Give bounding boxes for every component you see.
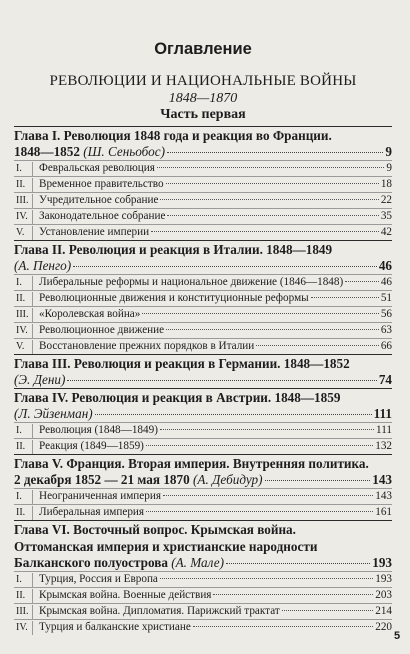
chapter-entry[interactable] [14,258,392,274]
section-entry[interactable] [14,192,392,208]
page-number: 5 [394,630,401,642]
section-entry[interactable] [14,571,392,587]
dot-leader [213,594,373,595]
section-entry[interactable] [14,438,392,454]
chapter-entry[interactable] [14,144,392,160]
section-number: I. [14,162,33,176]
section-number: I. [14,424,33,438]
section-title: Восстановление прежних порядков в Италии [39,340,255,352]
chapter-heading-cont: Балканского полуострова [14,555,168,570]
section-number: III. [14,308,33,322]
chapter-6 [14,520,392,635]
page-ref: 63 [380,324,392,336]
chapter-heading-cont: Оттоманская империя и христианские народности [14,539,318,554]
page-ref: 46 [380,276,392,288]
page-ref: 143 [375,490,392,502]
page-ref: 18 [380,178,392,190]
dot-leader [146,445,373,446]
section-title: Законодательное собрание [39,210,166,222]
section-title: Крымская война. Военные действия [39,589,212,601]
chapter-5 [14,454,392,520]
section-title: Революция (1848—1849) [39,424,158,436]
chapter-3 [14,354,392,388]
section-number: III. [14,605,33,619]
page-ref: 66 [380,340,392,352]
dot-leader [166,329,379,330]
chapter-4 [14,388,392,454]
section-number: IV. [14,621,33,635]
chapter-heading-cont: 2 декабря 1852 — 21 мая 1870 [14,472,190,487]
section-number: IV. [14,210,33,224]
chapter-entry[interactable] [14,555,392,571]
section-title: Реакция (1849—1859) [39,440,144,452]
section-entry[interactable] [14,160,392,176]
section-number: IV. [14,324,33,338]
chapter-author: (Л. Эйзенман) [14,406,93,421]
section-title: Установление империи [39,226,150,238]
chapter-1 [14,126,392,240]
section-entry[interactable] [14,290,392,306]
section-title: Турция и балканские христиане [39,621,191,633]
chapter-entry[interactable] [14,472,392,488]
section-number: II. [14,440,33,454]
bleed-through-text [0,0,410,40]
section-number: V. [14,340,33,354]
section-title: Крымская война. Дипломатия. Парижский трактат [39,605,280,617]
dot-leader [160,578,373,579]
section-title: Февральская революция [39,162,155,174]
chapter-entry[interactable] [14,406,392,422]
section-title: «Королевская война» [39,308,141,320]
chapter-author: (А. Дебидур) [193,472,263,487]
section-number: II. [14,506,33,520]
chapter-heading-cont: 1848—1852 [14,144,80,159]
page-ref: 193 [375,573,392,585]
section-entry[interactable] [14,208,392,224]
section-number: V. [14,226,33,240]
page-ref: 35 [380,210,392,222]
chapter-heading: Глава V. Франция. Вторая империя. Внутренняя политика. [14,456,369,471]
page-ref: 22 [380,194,392,206]
section-entry[interactable] [14,603,392,619]
part-subtitle: Часть первая [160,107,246,122]
dot-leader [193,626,373,627]
dot-leader [166,183,379,184]
dot-leader [146,511,373,512]
section-entry[interactable] [14,224,392,240]
page-ref: 161 [375,506,392,518]
page-ref: 51 [380,292,392,304]
part-title: РЕВОЛЮЦИИ И НАЦИОНАЛЬНЫЕ ВОЙНЫ [49,73,357,89]
dot-leader [142,313,378,314]
chapter-author: (А. Мале) [171,555,224,570]
section-number: II. [14,292,33,306]
section-entry[interactable] [14,422,392,438]
dot-leader [160,429,374,430]
section-entry[interactable] [14,488,392,504]
toc-page [14,36,392,635]
section-title: Неограниченная империя [39,490,161,502]
page-ref: 132 [375,440,392,452]
dot-leader [282,610,373,611]
page-ref: 9 [385,144,392,159]
part-years: 1848—1870 [168,91,238,106]
section-number: III. [14,194,33,208]
section-title: Либеральные реформы и национальное движение (1846—1848) [39,276,344,288]
page-ref: 111 [373,406,392,421]
chapter-entry[interactable] [14,372,392,388]
page-ref: 46 [378,258,392,273]
chapter-heading: Глава VI. Восточный вопрос. Крымская война. [14,522,296,537]
section-title: Либеральная империя [39,506,145,518]
section-number: II. [14,589,33,603]
section-number: I. [14,573,33,587]
section-number: I. [14,490,33,504]
section-entry[interactable] [14,274,392,290]
dot-leader [311,297,379,298]
dot-leader [256,345,379,346]
page-ref: 193 [372,555,392,570]
dot-leader [167,215,378,216]
section-entry[interactable] [14,504,392,520]
page-ref: 42 [380,226,392,238]
section-entry[interactable] [14,322,392,338]
page-ref: 9 [386,162,392,174]
dot-leader [226,563,370,564]
section-number: I. [14,276,33,290]
page-ref: 111 [376,424,392,436]
section-entry[interactable] [14,587,392,603]
page-title: Оглавление [154,40,252,58]
dot-leader [167,152,383,153]
dot-leader [67,380,376,381]
chapter-author: (Ш. Сеньобос) [83,144,165,159]
chapter-heading: Глава I. Революция 1848 года и реакция во Франции. [14,128,332,143]
section-entry[interactable] [14,176,392,192]
section-entry[interactable] [14,619,392,635]
page-ref: 220 [375,621,392,633]
chapter-2 [14,240,392,354]
chapter-heading: Глава II. Революция и реакция в Италии. 1848—1849 [14,242,333,257]
dot-leader [163,495,373,496]
dot-leader [157,167,385,168]
dot-leader [73,266,377,267]
dot-leader [265,480,371,481]
dot-leader [345,281,379,282]
page-ref: 56 [380,308,392,320]
dot-leader [95,414,372,415]
section-entry[interactable] [14,306,392,322]
section-title: Учредительное собрание [39,194,159,206]
section-entry[interactable] [14,338,392,354]
dot-leader [160,199,378,200]
section-title: Временное правительство [39,178,164,190]
section-title: Революционное движение [39,324,165,336]
chapter-heading: Глава IV. Революция и реакция в Австрии. 1848—1859 [14,390,341,405]
page-ref: 203 [375,589,392,601]
page-ref: 143 [372,472,392,487]
dot-leader [151,231,379,232]
section-title: Турция, Россия и Европа [39,573,158,585]
chapter-heading: Глава III. Революция и реакция в Германии. 1848—1852 [14,356,350,371]
chapter-author: (А. Пенго) [14,258,72,273]
section-title: Революционные движения и конституционные реформы [39,292,309,304]
chapter-author: (Э. Дени) [14,372,66,387]
page-ref: 214 [375,605,392,617]
section-number: II. [14,178,33,192]
page-ref: 74 [378,372,392,387]
